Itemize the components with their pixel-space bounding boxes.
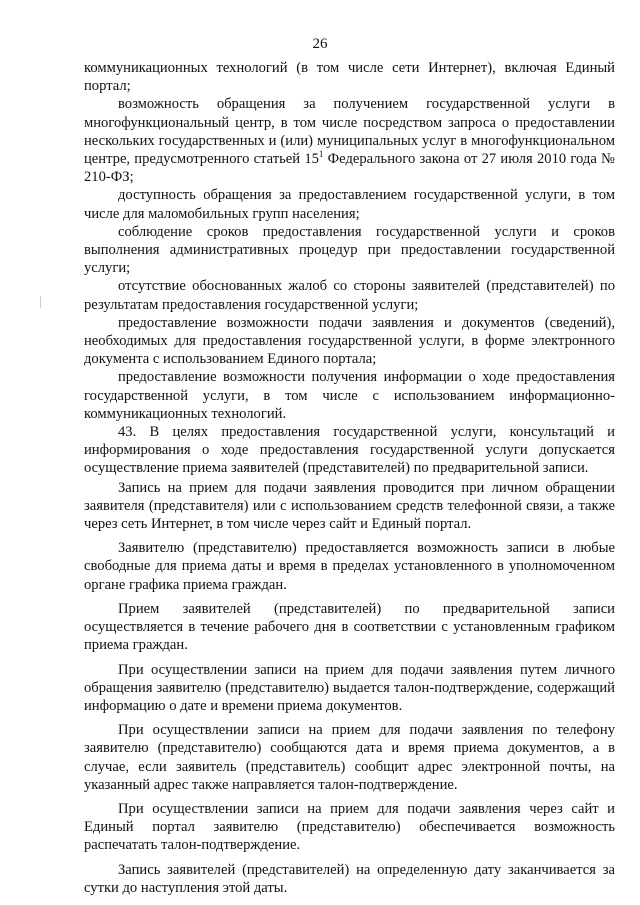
paragraph-text: доступность обращения за предоставлением государственной услуги, в том числе для маломобильных групп населения; bbox=[84, 187, 615, 222]
paragraph-text: Запись заявителей (представителей) на определенную дату заканчивается за сутки до наступления этой даты. bbox=[84, 861, 615, 896]
paragraph bbox=[84, 479, 615, 534]
paragraph-text: При осуществлении записи на прием для подачи заявления через сайт и Единый портал заявителю (представителю) обеспечивается возможность распечатать талон-подтверждение. bbox=[84, 800, 615, 854]
paragraph bbox=[84, 800, 615, 855]
paragraph-text: коммуникационных технологий (в том числе сети Интернет), включая Единый портал; bbox=[84, 60, 615, 95]
paragraph bbox=[84, 277, 615, 313]
page-number: 26 bbox=[312, 36, 328, 52]
paragraph-numbered bbox=[84, 423, 615, 478]
paragraph bbox=[84, 600, 615, 655]
paragraph bbox=[84, 539, 615, 594]
paragraph bbox=[84, 368, 615, 423]
paragraph-text: При осуществлении записи на прием для подачи заявления по телефону заявителю (представителю) сообщаются дата и время приема документов, а в случае, если заявитель (представитель) сообщит адрес электронной почты, на указанный адрес также направляется талон-подтверждение. bbox=[84, 722, 615, 793]
paragraph-text: соблюдение сроков предоставления государственной услуги и сроков выполнения административных процедур при предоставлении государственной услуги; bbox=[84, 223, 615, 277]
paragraph bbox=[84, 186, 615, 222]
paragraph bbox=[84, 314, 615, 369]
paragraph-text: предоставление возможности подачи заявления и документов (сведений), необходимых для предоставления государственной услуги, в форме электронного документа с использованием Единого портала; bbox=[84, 314, 615, 368]
paragraph-text: предоставление возможности получения информации о ходе предоставления государственной услуги, в том числе с использованием информационно-коммуникационных технологий. bbox=[84, 369, 615, 422]
superscript: 1 bbox=[318, 149, 324, 160]
paragraph bbox=[84, 861, 615, 897]
paragraph-text: Запись на прием для подачи заявления проводится при личном обращении заявителя (представителя) или с использованием средств телефонной связи, а также через сеть Интернет, в том числе через сайт и Единый портал. bbox=[84, 479, 615, 533]
paragraph-text-tail: Федерального закона от 27 июля 2010 года № 210-ФЗ; bbox=[84, 151, 615, 186]
document-body bbox=[84, 59, 615, 897]
paragraph bbox=[84, 95, 615, 186]
paragraph-continuation bbox=[84, 59, 615, 95]
paragraph-text: 43. В целях предоставления государственной услуги, консультаций и информирования о ходе предоставления государственной услуги допускается осуществление приема заявителей (представителей) по предварительной записи. bbox=[84, 424, 615, 477]
paragraph bbox=[84, 661, 615, 716]
paragraph-text: Прием заявителей (представителей) по предварительной записи осуществляется в течение рабочего дня в соответствии с установленным графиком приема граждан. bbox=[84, 600, 615, 654]
paragraph bbox=[84, 721, 615, 794]
paragraph-text: отсутствие обоснованных жалоб со стороны заявителей (представителей) по результатам предоставления государственной услуги; bbox=[84, 278, 615, 313]
paragraph-text: При осуществлении записи на прием для подачи заявления путем личного обращения заявителю (представителю) выдается талон-подтверждение, содержащий информацию о дате и времени приема документов. bbox=[84, 661, 615, 714]
paragraph-text: возможность обращения за получением государственной услуги в многофункциональный центр, в том числе посредством запроса о предоставлении нескольких государственных и (или) муниципальных услуг в многофункциональном центре, предусмотренного статьей 15 bbox=[84, 96, 615, 168]
paragraph-text: Заявителю (представителю) предоставляется возможность записи в любые свободные для приема даты и время в пределах установленного в уполномоченном органе графика приема граждан. bbox=[84, 540, 615, 593]
paragraph bbox=[84, 223, 615, 278]
margin-mark bbox=[40, 296, 41, 308]
